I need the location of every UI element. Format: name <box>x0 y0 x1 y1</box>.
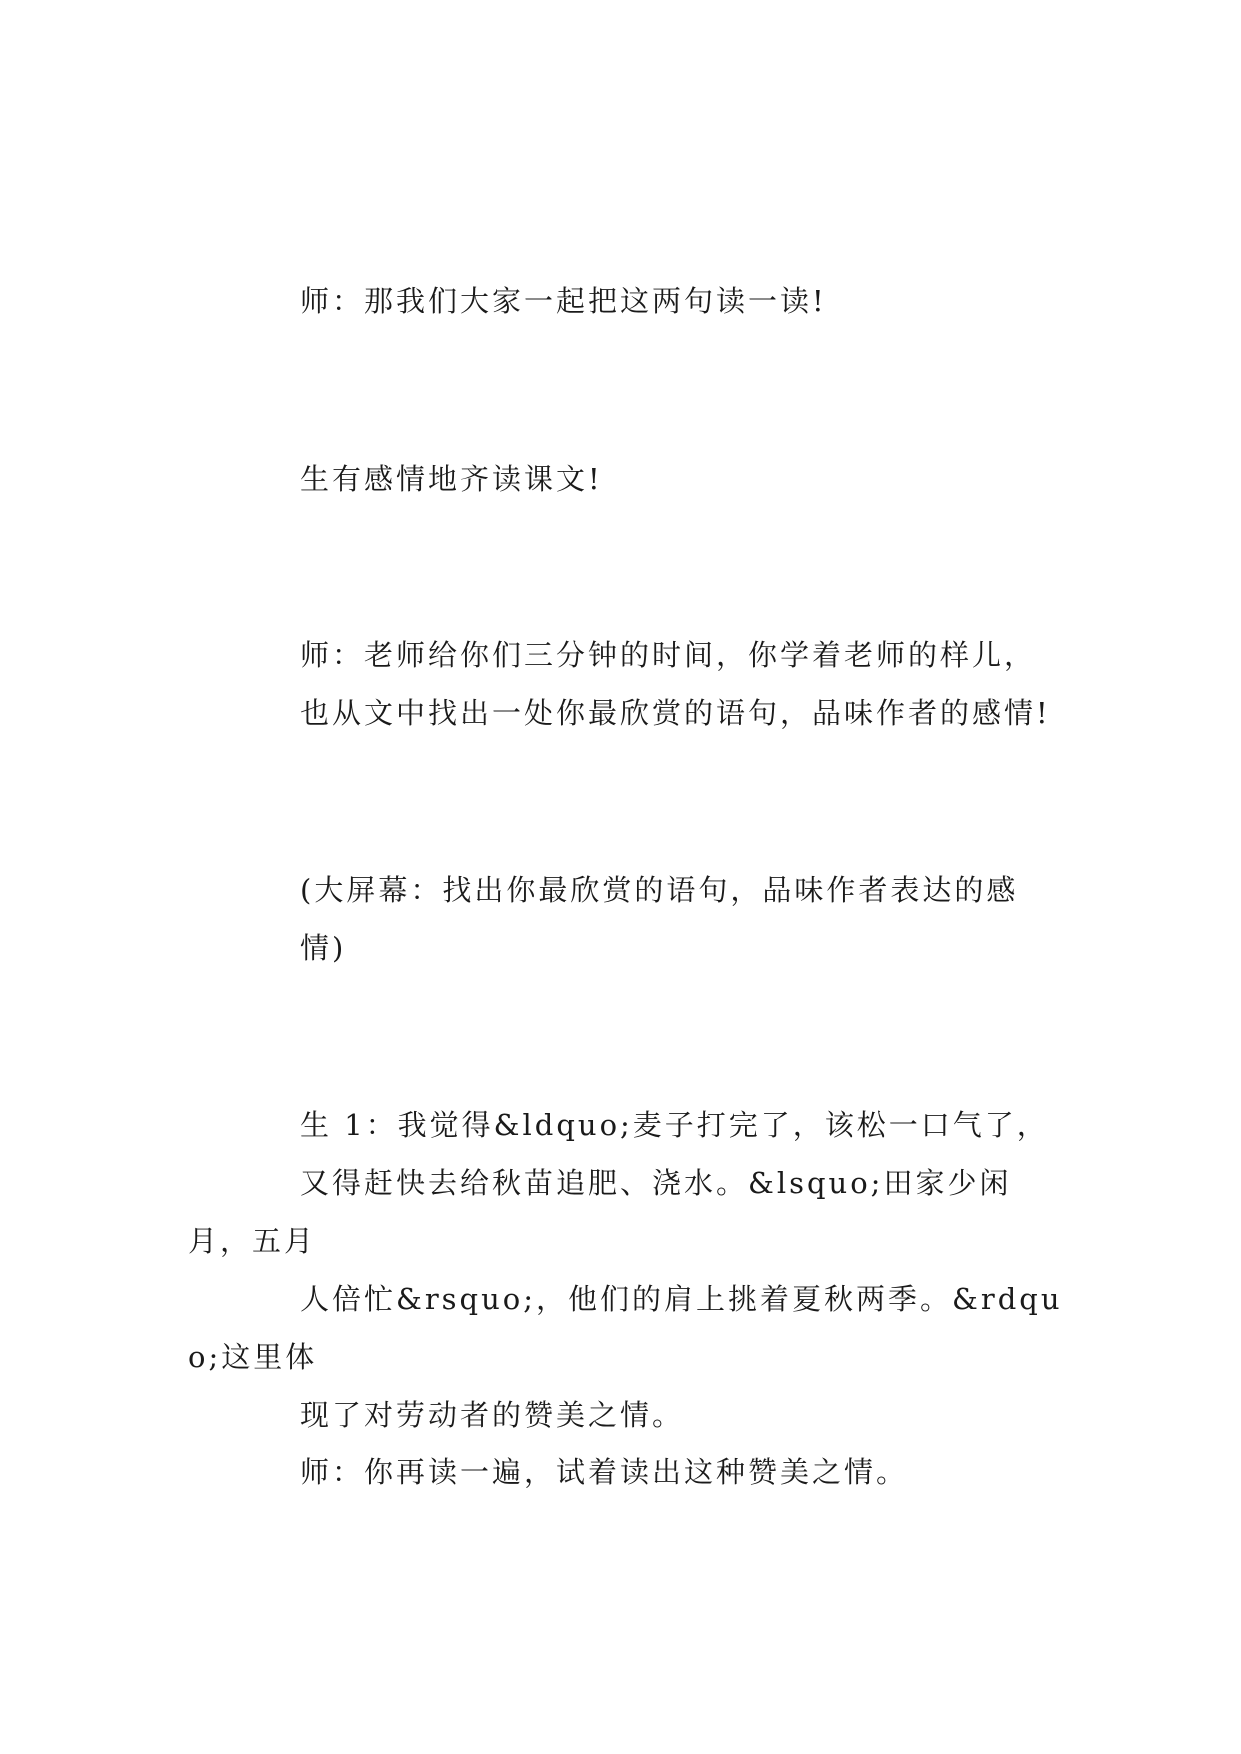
text-line: 师：那我们大家一起把这两句读一读! <box>300 284 827 318</box>
paragraph-teacher-three-minutes <box>188 626 1068 742</box>
text-line: (大屏幕：找出你最欣赏的语句，品味作者表达的感 <box>300 873 1019 907</box>
text-line: 情) <box>300 931 347 965</box>
text-line: 又得赶快去给秋苗追肥、浇水。&lsquo;田家少闲月，五月 <box>188 1166 1012 1258</box>
paragraph-teacher-read-together <box>188 272 1068 330</box>
text-line: 生 1：我觉得&ldquo;麦子打完了，该松一口气了， <box>300 1108 1049 1142</box>
text-line: 人倍忙&rsquo;，他们的肩上挑着夏秋两季。&rdquo;这里体 <box>188 1282 1063 1374</box>
paragraph-student-one-answer <box>188 1096 1068 1444</box>
text-line: 师：你再读一遍，试着读出这种赞美之情。 <box>300 1455 909 1489</box>
text-line: 现了对劳动者的赞美之情。 <box>300 1398 685 1432</box>
text-line: 生有感情地齐读课文! <box>300 462 603 496</box>
paragraph-big-screen-prompt <box>188 861 1068 977</box>
text-line: 也从文中找出一处你最欣赏的语句，品味作者的感情! <box>300 696 1051 730</box>
paragraph-teacher-read-again <box>188 1443 1068 1501</box>
text-line: 师：老师给你们三分钟的时间，你学着老师的样儿， <box>300 638 1037 672</box>
paragraph-students-read <box>188 450 1068 508</box>
